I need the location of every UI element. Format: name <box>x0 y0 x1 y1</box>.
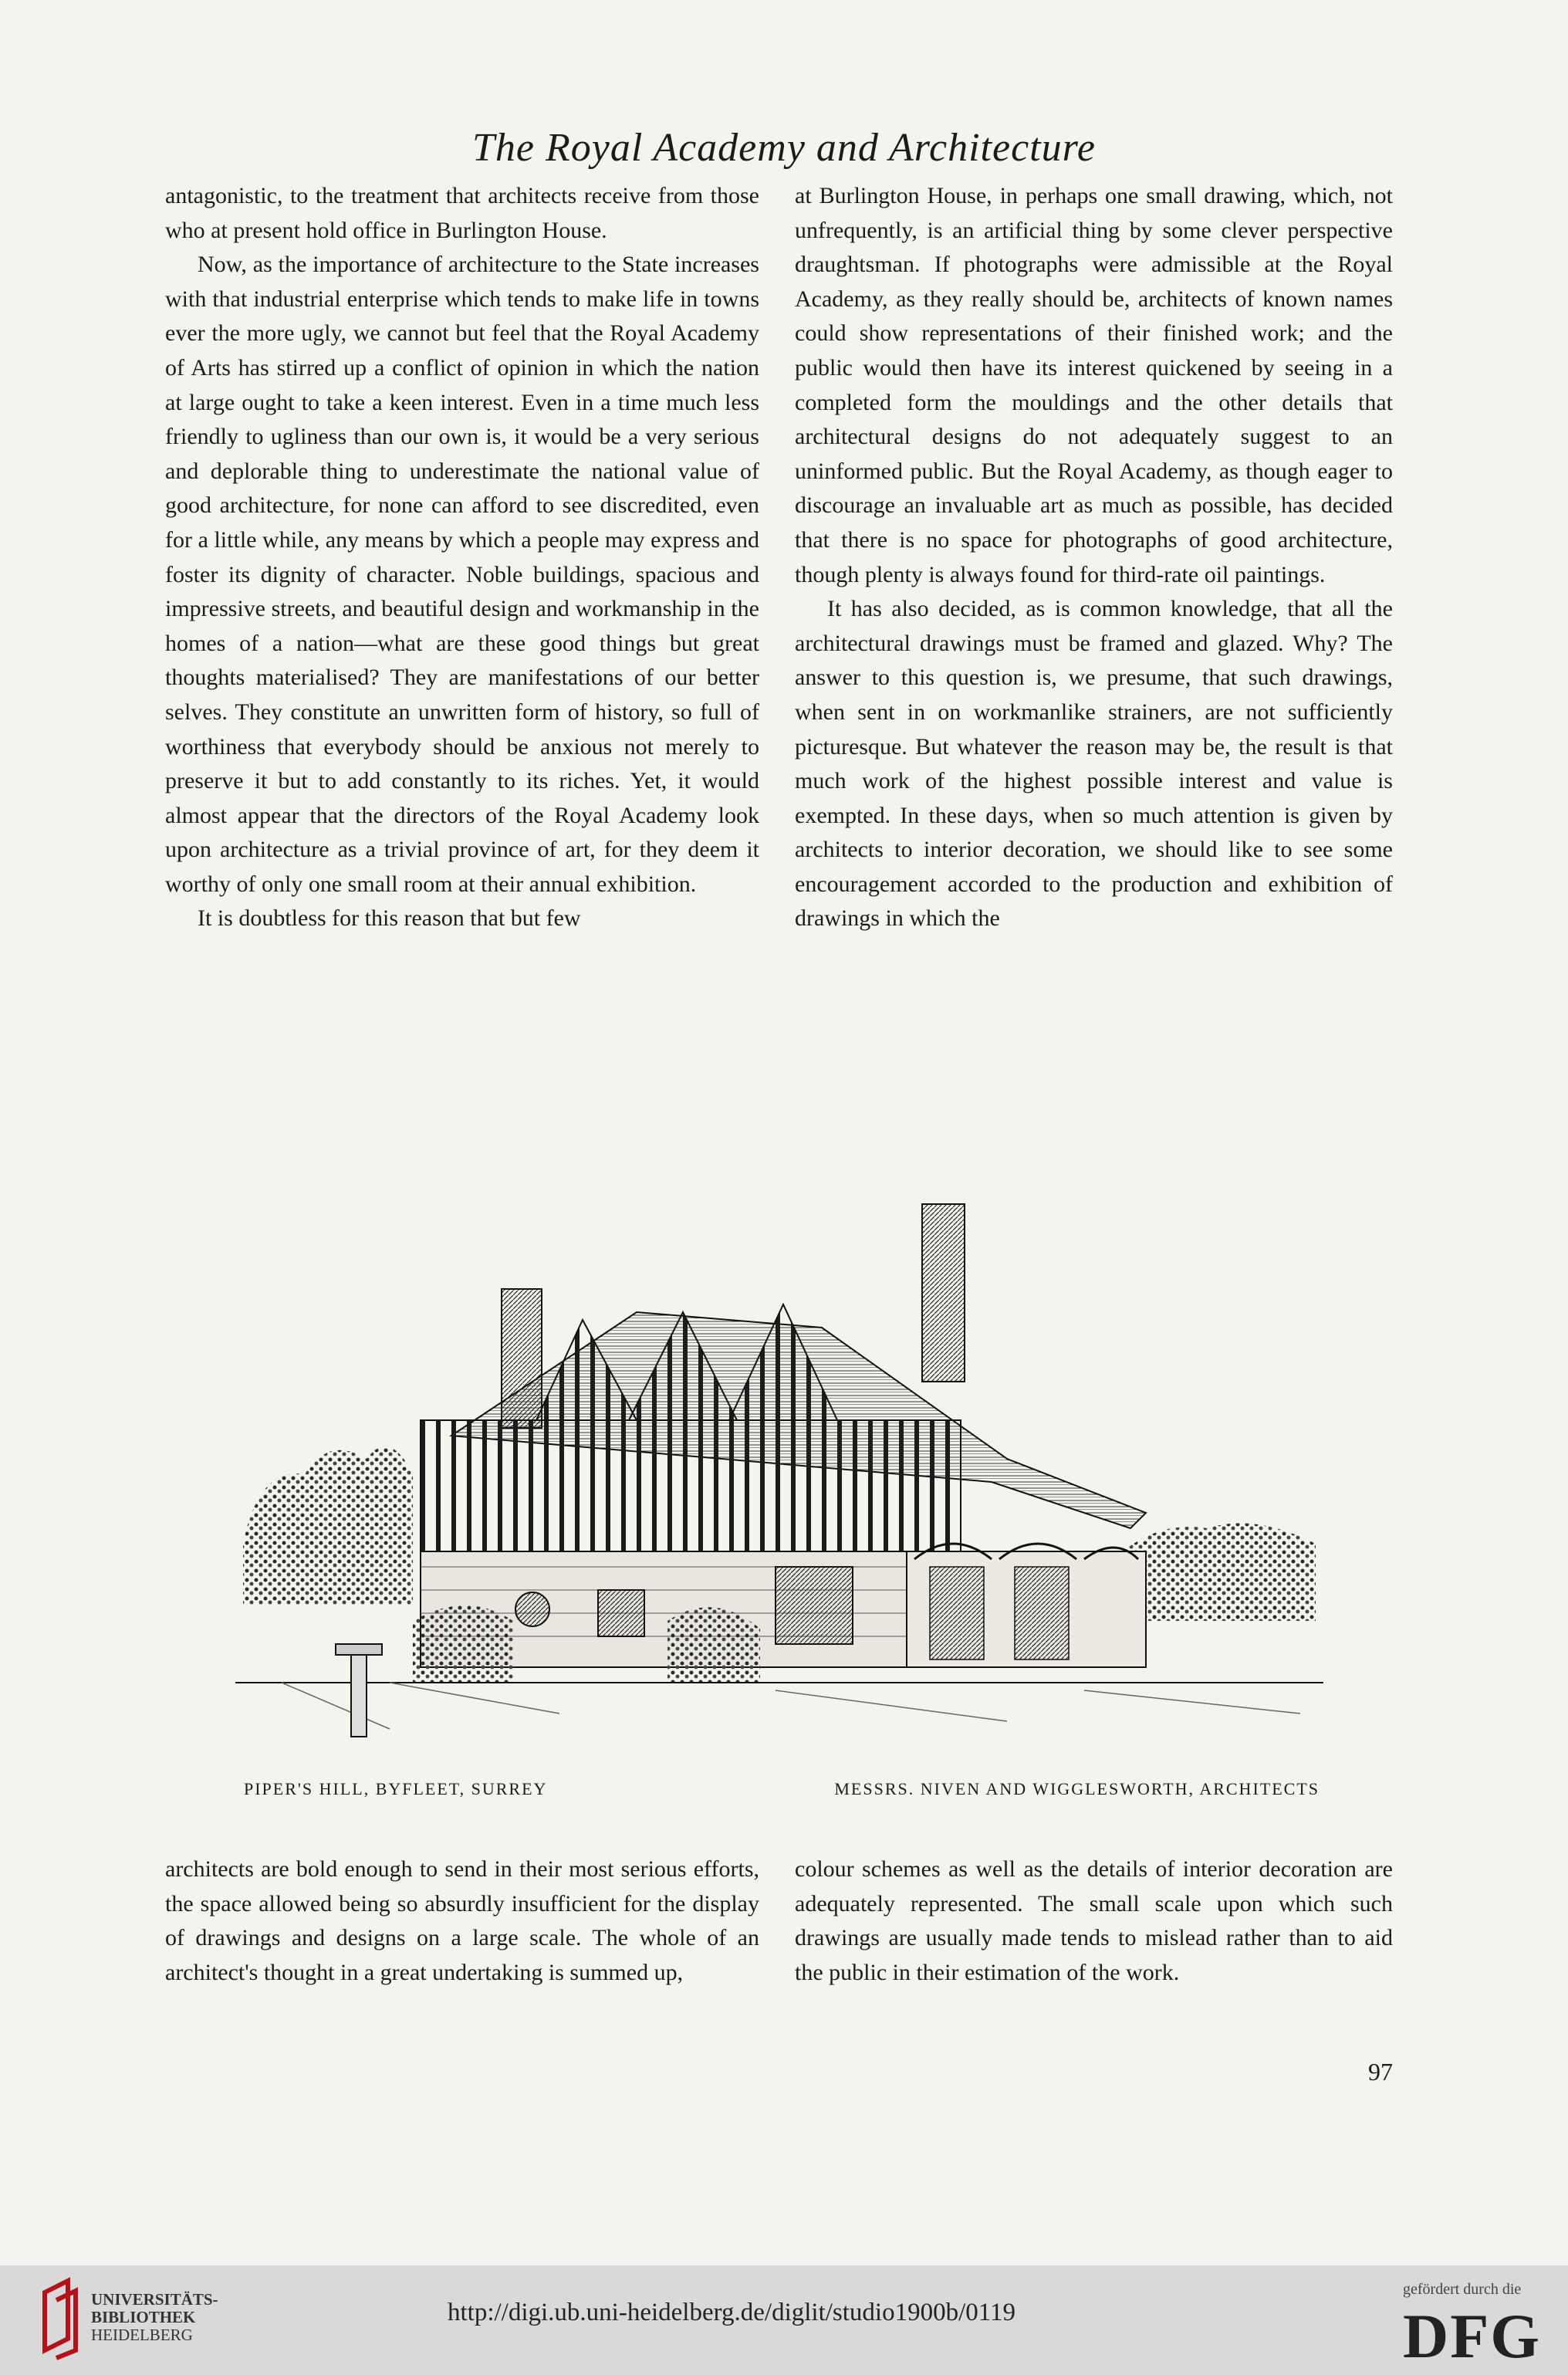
paragraph: It has also decided, as is common knowledge, that all the architectural drawings must be framed and glazed. Why? The answer to this question is, we presume, that such drawings, when sent in on workmanlike strainers, are not sufficiently picturesque. But whatever the reason may be, the result is that much work of the highest possible interest and value is exempted. In these days, when so much attention is given by architects to interior decoration, we should like to see some encouragement accorded to the production and exhibition of drawings in which the <box>795 596 1393 932</box>
paragraph: at Burlington House, in perhaps one small drawing, which, not unfrequently, is an artificial thing by some clever perspective draughtsman. If photographs were admissible at the Royal Academy, as they really should be, architects of known names could show representations of their finished work; and the public would then have its interest quickened by seeing in a completed form the mouldings and the other details that architectural designs do not adequately suggest to an uninformed public. But the Royal Academy, as though eager to discourage an invaluable art as much as possible, has decided that there is no space for photographs of good architecture, though plenty is always found for third-rate oil paintings. <box>795 183 1393 587</box>
column-bottom-left <box>165 1852 759 1990</box>
source-url-link[interactable]: http://digi.ub.uni-heidelberg.de/diglit/studio1900b/0119 <box>448 2299 1016 2326</box>
column-top-left <box>165 179 759 936</box>
column-bottom-right <box>795 1852 1393 1990</box>
column-top-right <box>795 179 1393 936</box>
dfg-logo: DFG <box>1403 2301 1542 2371</box>
library-name: UNIVERSITÄTS- BIBLIOTHEK HEIDELBERG <box>91 2290 218 2344</box>
funding-note: gefördert durch die <box>1403 2281 1522 2298</box>
figure-caption-architects: MESSRS. NIVEN AND WIGGLESWORTH, ARCHITECTS <box>834 1779 1320 1798</box>
house-illustration <box>235 1189 1323 1752</box>
paragraph: colour schemes as well as the details of interior decoration are adequately represented. The small scale upon which such drawings are usually made tends to mislead rather than to aid the public in their estimation of the work. <box>795 1856 1393 1985</box>
paragraph: architects are bold enough to send in their most serious efforts, the space allowed being so absurdly insufficient for the display of drawings and designs on a large scale. The whole of an architect's thought in a great undertaking is summed up, <box>165 1856 759 1985</box>
running-title: The Royal Academy and Architecture <box>471 126 1096 170</box>
paragraph: It is doubtless for this reason that but few <box>198 905 581 932</box>
university-library-logo-icon <box>37 2277 83 2362</box>
figure-caption-location: PIPER'S HILL, BYFLEET, SURREY <box>244 1779 548 1798</box>
paragraph: Now, as the importance of architecture to the State increases with that industrial enterprise which tends to make life in towns ever the more ugly, we cannot but feel that the Royal Academy of Arts has stirred up a conflict of opinion in which the nation at large ought to take a keen interest. Even in a time much less friendly to ugliness than our own is, it would be a very serious and deplorable thing to underestimate the national value of good architecture, for none can afford to see discredited, even for a little while, any means by which a people may express and foster its dignity of character. Noble buildings, spacious and impressive streets, and beautiful design and workmanship in the homes of a nation—what are these good things but great thoughts materialised? They are manifestations of our better selves. They constitute an unwritten form of history, so full of worthiness that everybody should be anxious not merely to preserve it but to add constantly to its riches. Yet, it would almost appear that the directors of the Royal Academy look upon architecture as a trivial province of art, for they deem it worthy of only one small room at their annual exhibition. <box>165 252 759 897</box>
page-number: 97 <box>1368 2058 1393 2086</box>
paragraph: antagonistic, to the treatment that architects receive from those who at present hold office in Burlington House. <box>165 183 759 243</box>
